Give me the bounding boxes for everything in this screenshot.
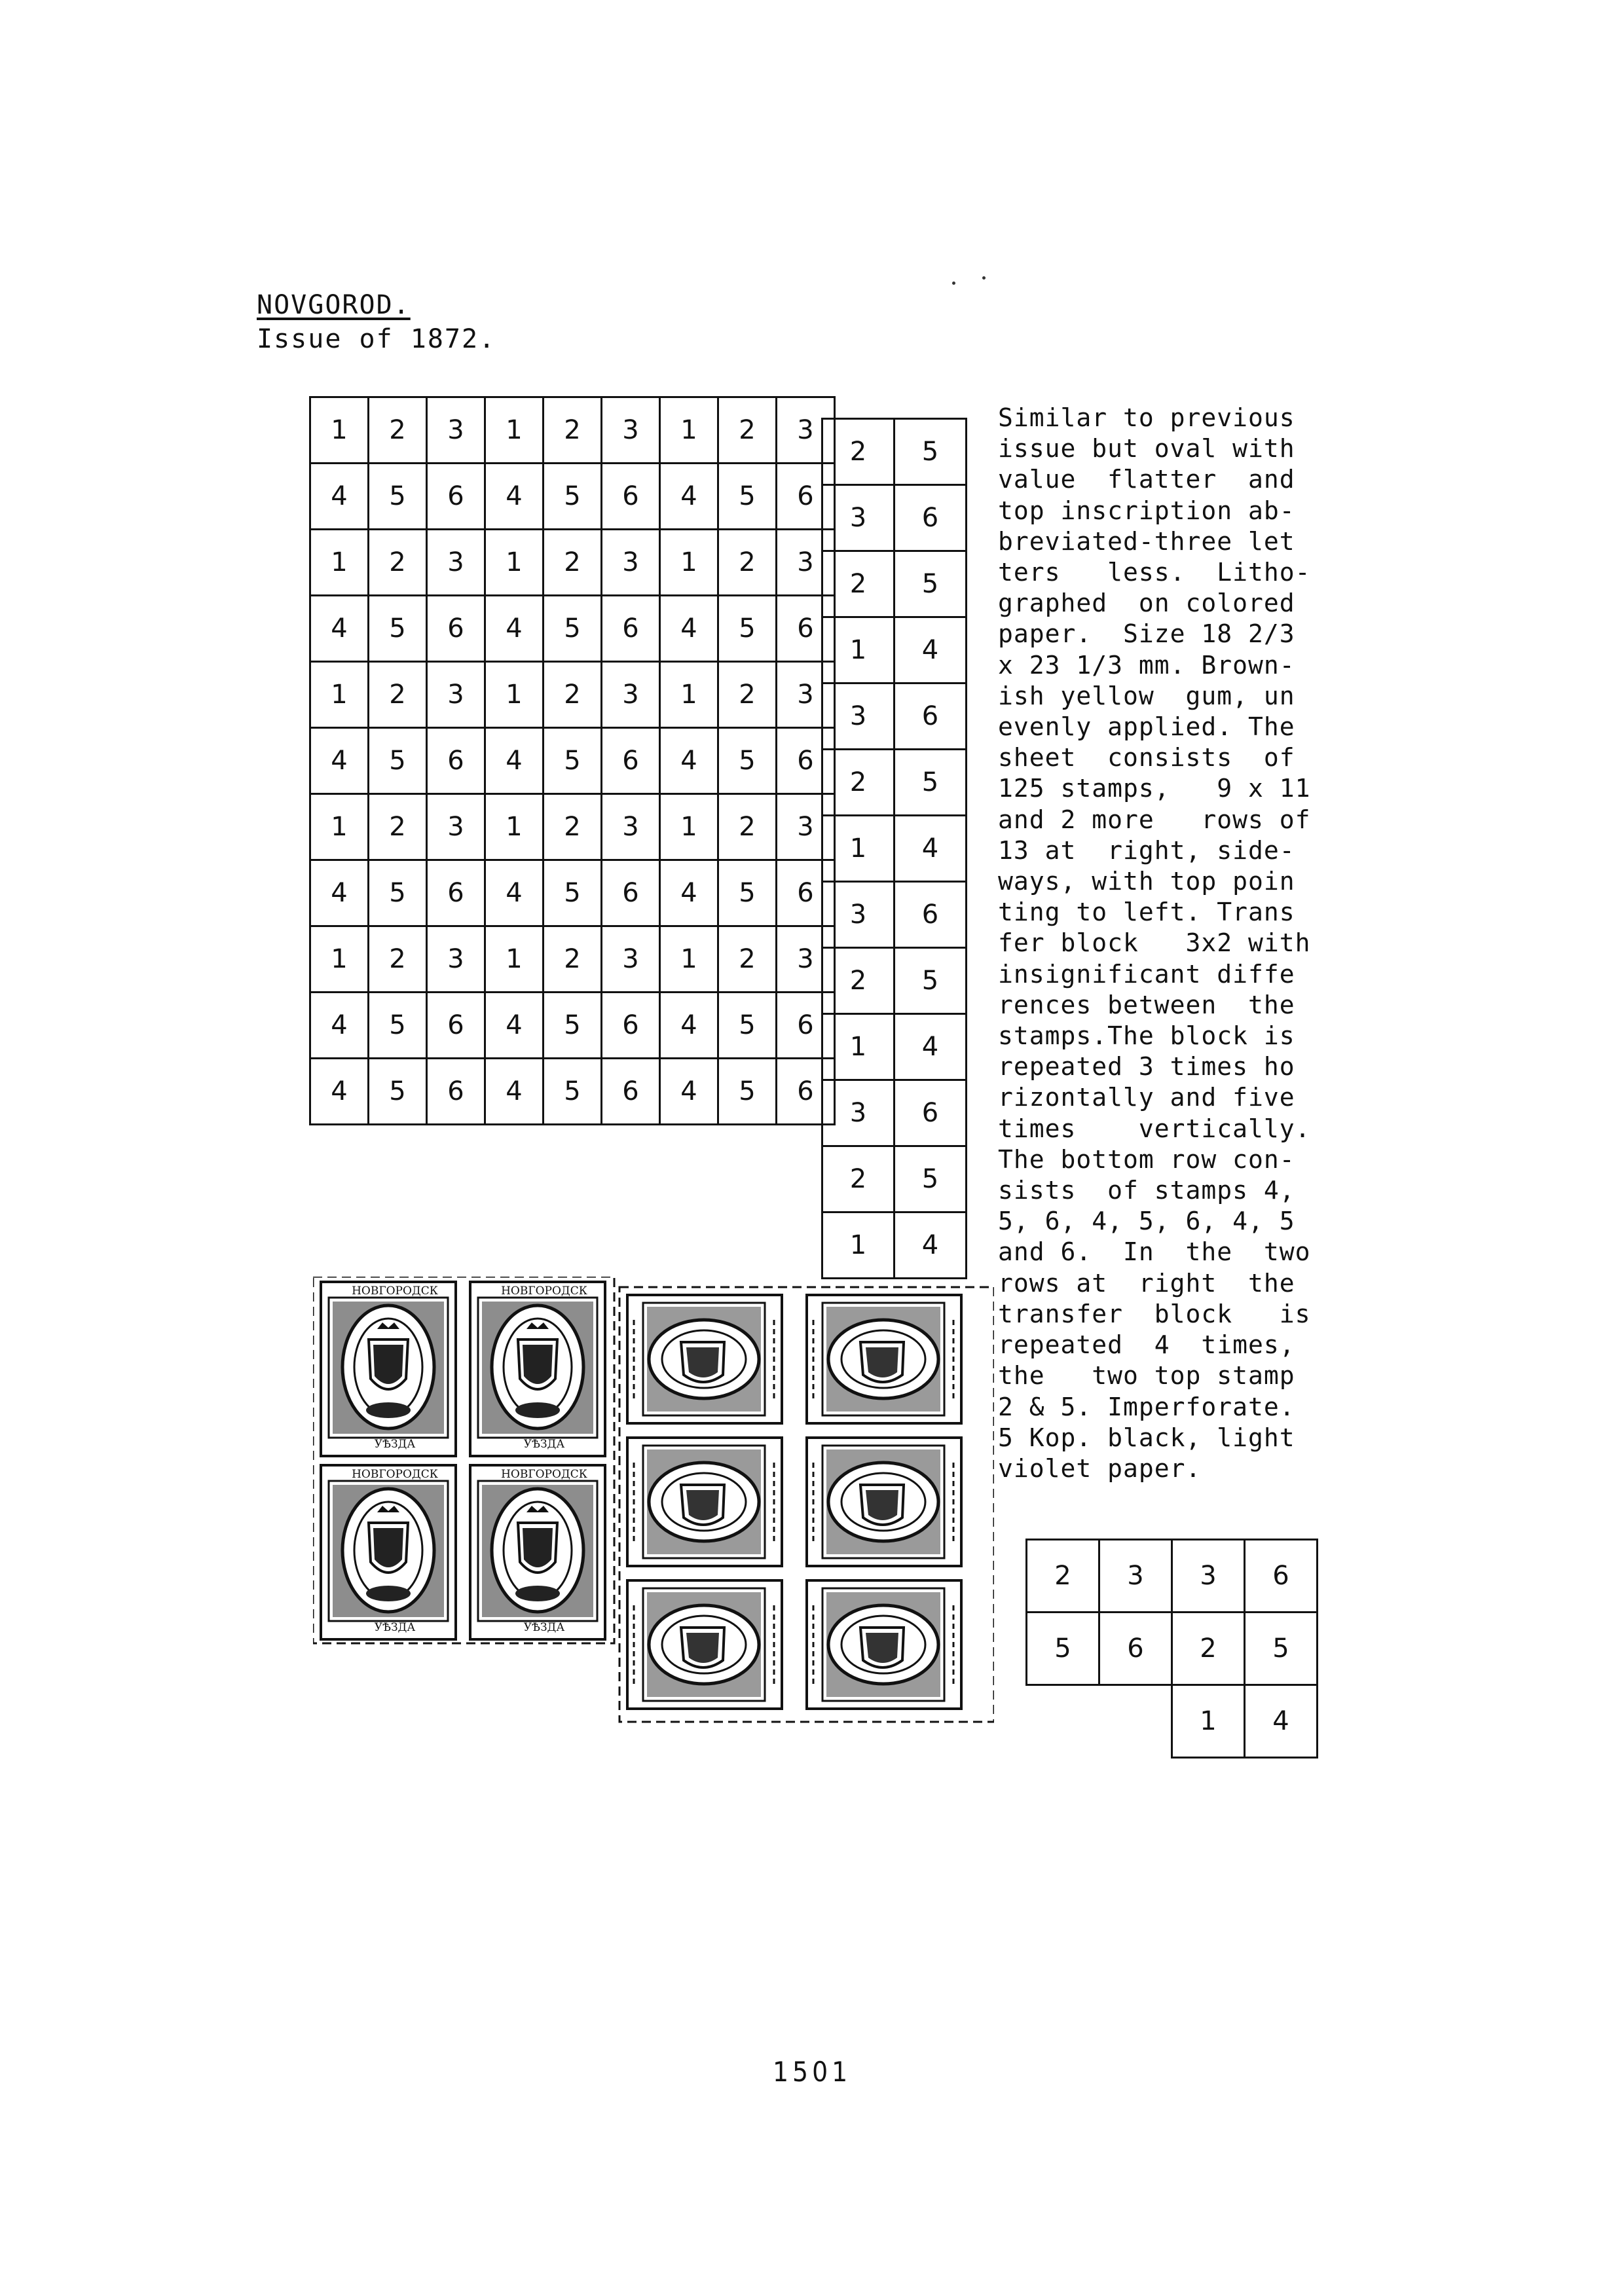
sheet-cell-cell: 3 (427, 662, 485, 728)
side-cell-cell: 5 (895, 750, 967, 816)
description-line: ways, with top poin (998, 867, 1295, 896)
description-line: repeated 4 times, (998, 1330, 1295, 1360)
side-cell-cell: 1 (822, 816, 895, 882)
sheet-cell-cell: 4 (310, 993, 369, 1059)
side-cell-row (822, 1080, 967, 1146)
sheet-cell-cell: 6 (777, 596, 835, 662)
side-cell-cell: 4 (895, 1212, 967, 1279)
side-cell-cell: 1 (822, 1014, 895, 1080)
sheet-cell-cell: 6 (602, 1059, 660, 1125)
sheet-cell-cell: 4 (485, 993, 544, 1059)
description-line: ish yellow gum, un (998, 681, 1295, 710)
side-cell-cell: 5 (895, 419, 967, 485)
stamp-inscription-bottom: УѢЗДА (374, 1621, 416, 1634)
side-cell-cell: 6 (895, 882, 967, 948)
page-number: 1501 (773, 2056, 852, 2088)
sheet-cell-cell: 1 (660, 926, 718, 993)
sheet-cell-cell: 3 (602, 662, 660, 728)
stamp-inscription-bottom: УѢЗДА (374, 1438, 416, 1451)
sheet-cell-cell: 4 (660, 1059, 718, 1125)
side-cell-row (822, 882, 967, 948)
block-cell-row (1027, 1540, 1318, 1613)
sheet-cell-cell: 3 (427, 397, 485, 464)
side-cell-cell: 2 (822, 948, 895, 1014)
sheet-cell-cell: 6 (777, 728, 835, 794)
sheet-cell-cell: 5 (544, 728, 602, 794)
sheet-cell-row (310, 397, 835, 464)
block-cell-cell: 1 (1172, 1685, 1245, 1758)
description-line: fer block 3x2 with (998, 928, 1311, 958)
sheet-cell-cell: 1 (660, 794, 718, 860)
description-line: repeated 3 times ho (998, 1052, 1295, 1082)
sheet-cell-cell: 6 (427, 1059, 485, 1125)
side-cell-row (822, 617, 967, 683)
description-line: and 6. In the two (998, 1237, 1311, 1267)
side-cell-row (822, 485, 967, 551)
sheet-cell-cell: 6 (777, 993, 835, 1059)
sheet-cell-cell: 5 (369, 993, 427, 1059)
stamp-image (470, 1282, 605, 1456)
sheet-cell-cell: 3 (777, 662, 835, 728)
side-cell-cell: 3 (822, 485, 895, 551)
description-line: rows at right the (998, 1268, 1295, 1298)
side-rows-grid (821, 418, 967, 1279)
description-line: 13 at right, side- (998, 835, 1295, 865)
sheet-cell-cell: 1 (310, 926, 369, 993)
sheet-cell-cell: 4 (310, 464, 369, 530)
sheet-cell-row (310, 860, 835, 926)
side-cell-row (822, 948, 967, 1014)
description-line: issue but oval with (998, 434, 1295, 464)
sheet-cell-cell: 5 (544, 596, 602, 662)
stamp-inscription-top: НОВГОРОДСК (352, 1285, 438, 1298)
sheet-cell-cell: 1 (310, 662, 369, 728)
side-cell-cell: 2 (822, 551, 895, 617)
side-cell-row (822, 750, 967, 816)
sheet-cell-cell: 5 (718, 993, 777, 1059)
description-line: sists of stamps 4, (998, 1176, 1295, 1205)
heading (257, 288, 496, 356)
sheet-cell-cell: 5 (369, 728, 427, 794)
description-line: graphed on colored (998, 589, 1295, 618)
sheet-cell-cell: 2 (718, 794, 777, 860)
stamp-image (807, 1438, 961, 1566)
sheet-cell-cell: 1 (485, 794, 544, 860)
side-cell-row (822, 683, 967, 750)
sheet-cell-cell: 3 (777, 397, 835, 464)
sheet-cell-cell: 3 (427, 794, 485, 860)
side-cell-cell: 3 (822, 1080, 895, 1146)
sheet-cell-cell: 1 (485, 926, 544, 993)
sheet-cell-cell: 5 (718, 1059, 777, 1125)
sheet-cell-cell: 2 (369, 530, 427, 596)
sheet-cell-cell: 5 (544, 860, 602, 926)
sheet-cell-cell: 2 (718, 926, 777, 993)
sheet-cell-cell: 6 (427, 860, 485, 926)
sheet-cell-cell: 3 (427, 926, 485, 993)
side-cell-cell: 1 (822, 617, 895, 683)
page-subtitle: Issue of 1872. (257, 324, 496, 354)
stamp-image (321, 1465, 456, 1639)
sheet-cell-cell: 4 (310, 1059, 369, 1125)
side-cell-row (822, 1014, 967, 1080)
sheet-cell-cell: 5 (544, 464, 602, 530)
stamp-inscription-top: НОВГОРОДСК (352, 1468, 438, 1481)
block-cell-cell: 4 (1245, 1685, 1318, 1758)
scan-speck (952, 282, 955, 285)
description-line: transfer block is (998, 1299, 1311, 1328)
sheet-cell-cell: 1 (485, 397, 544, 464)
block-cell-cell: 5 (1027, 1613, 1099, 1685)
sheet-cell-cell: 2 (369, 794, 427, 860)
stamp-inscription-top: НОВГОРОДСК (501, 1468, 587, 1481)
block-cell-cell (1027, 1685, 1099, 1758)
sheet-cell-cell: 2 (544, 794, 602, 860)
sheet-cell-cell: 4 (485, 728, 544, 794)
stamp-image (470, 1465, 605, 1639)
block-cell-cell (1099, 1685, 1172, 1758)
sheet-cell-cell: 4 (660, 728, 718, 794)
sheet-cell-cell: 6 (602, 596, 660, 662)
sheet-cell-cell: 6 (602, 728, 660, 794)
side-cell-cell: 5 (895, 948, 967, 1014)
sheet-cell-cell: 3 (777, 530, 835, 596)
sheet-cell-cell: 2 (544, 397, 602, 464)
side-cell-cell: 4 (895, 617, 967, 683)
side-cell-cell: 4 (895, 816, 967, 882)
side-cell-cell: 6 (895, 1080, 967, 1146)
sheet-cell-cell: 2 (718, 530, 777, 596)
sheet-cell-cell: 2 (369, 662, 427, 728)
sheet-cell-row (310, 993, 835, 1059)
sheet-cell-cell: 6 (777, 860, 835, 926)
side-cell-cell: 2 (822, 750, 895, 816)
side-cell-cell: 3 (822, 882, 895, 948)
sheet-cell-cell: 3 (427, 530, 485, 596)
sheet-cell-cell: 4 (485, 860, 544, 926)
description-line: 5 Kop. black, light (998, 1423, 1295, 1452)
block-cell-row (1027, 1613, 1318, 1685)
side-cell-cell: 2 (822, 1146, 895, 1212)
description-text (998, 403, 1365, 1484)
side-cell-row (822, 1212, 967, 1279)
description-line: sheet consists of (998, 743, 1295, 773)
side-cell-cell: 3 (822, 683, 895, 750)
block-cell-cell: 2 (1027, 1540, 1099, 1613)
stamp-image (807, 1295, 961, 1423)
sheet-cell-cell: 2 (369, 926, 427, 993)
side-cell-cell: 6 (895, 683, 967, 750)
block-cell-cell: 2 (1172, 1613, 1245, 1685)
page-title: NOVGOROD. (257, 290, 411, 320)
description-line: 2 & 5. Imperforate. (998, 1392, 1295, 1421)
sheet-cell-cell: 6 (602, 993, 660, 1059)
stamp-image (627, 1580, 782, 1709)
sheet-cell-cell: 3 (777, 794, 835, 860)
sheet-cell-row (310, 596, 835, 662)
sheet-cell-cell: 5 (369, 1059, 427, 1125)
side-cell-cell: 6 (895, 485, 967, 551)
side-cell-cell: 2 (822, 419, 895, 485)
stamp-images (313, 1277, 994, 1738)
sheet-cell-cell: 1 (310, 794, 369, 860)
sheet-cell-cell: 5 (718, 728, 777, 794)
block-cell-cell: 6 (1245, 1540, 1318, 1613)
sheet-cell-cell: 5 (369, 860, 427, 926)
block-cell-cell: 6 (1099, 1613, 1172, 1685)
description-line: value flatter and (998, 465, 1295, 494)
description-line: ters less. Litho- (998, 558, 1311, 587)
sheet-cell-cell: 4 (660, 464, 718, 530)
sheet-cell-cell: 3 (602, 397, 660, 464)
description-line: ting to left. Trans (998, 898, 1295, 927)
sheet-cell-cell: 6 (427, 596, 485, 662)
sheet-cell-cell: 4 (660, 860, 718, 926)
side-cell-cell: 1 (822, 1212, 895, 1279)
sheet-cell-cell: 4 (485, 596, 544, 662)
block-cell-row (1027, 1685, 1318, 1758)
sheet-cell-row (310, 728, 835, 794)
sheet-cell-cell: 1 (310, 397, 369, 464)
description-line: stamps.The block is (998, 1021, 1295, 1051)
sheet-cell-cell: 6 (427, 464, 485, 530)
sheet-cell-cell: 5 (544, 993, 602, 1059)
side-cell-row (822, 551, 967, 617)
side-cell-row (822, 816, 967, 882)
stamp-blocks-illustration (313, 1277, 994, 1735)
sheet-cell-cell: 4 (660, 596, 718, 662)
description-line: paper. Size 18 2/3 (998, 619, 1295, 649)
sheet-cell-cell: 6 (777, 1059, 835, 1125)
sheet-cell-row (310, 926, 835, 993)
sheet-cell-cell: 5 (718, 596, 777, 662)
sheet-cell-row (310, 794, 835, 860)
stamp-image (321, 1282, 456, 1456)
description-line: top inscription ab- (998, 496, 1295, 525)
description-line: breviated-three let (998, 526, 1295, 556)
sheet-cell-cell: 1 (660, 662, 718, 728)
sheet-cell-cell: 4 (310, 860, 369, 926)
sheet-cell-row (310, 464, 835, 530)
sheet-cell-cell: 3 (602, 794, 660, 860)
description-line: x 23 1/3 mm. Brown- (998, 650, 1295, 680)
sheet-cell-cell: 6 (427, 728, 485, 794)
sheet-cell-cell: 4 (485, 464, 544, 530)
sheet-cell-cell: 5 (718, 464, 777, 530)
side-cell-cell: 5 (895, 551, 967, 617)
description-line: evenly applied. The (998, 712, 1295, 742)
sheet-cell-cell: 5 (369, 596, 427, 662)
sheet-cell-cell: 4 (310, 728, 369, 794)
sheet-layout-grid (309, 396, 836, 1125)
stamp-inscription-bottom: УѢЗДА (523, 1621, 565, 1634)
sheet-cell-row (310, 662, 835, 728)
sheet-cell-cell: 4 (310, 596, 369, 662)
sheet-cell-cell: 6 (602, 464, 660, 530)
description-line: rences between the (998, 990, 1295, 1019)
sheet-cell-cell: 3 (602, 926, 660, 993)
side-cell-cell: 5 (895, 1146, 967, 1212)
stamp-image (627, 1295, 782, 1423)
description-line: Similar to previous (998, 403, 1295, 432)
block-cell-cell: 3 (1099, 1540, 1172, 1613)
sheet-cell-cell: 1 (660, 530, 718, 596)
sheet-cell-cell: 2 (369, 397, 427, 464)
description-line: The bottom row con- (998, 1144, 1295, 1174)
sheet-cell-row (310, 530, 835, 596)
sheet-cell-cell: 2 (718, 662, 777, 728)
description-line: 125 stamps, 9 x 11 (998, 774, 1311, 803)
description-line: violet paper. (998, 1453, 1202, 1483)
block-cell-cell: 5 (1245, 1613, 1318, 1685)
scan-speck (982, 276, 986, 280)
sheet-cell-cell: 6 (777, 464, 835, 530)
sheet-cell-cell: 5 (718, 860, 777, 926)
description-line: insignificant diffe (998, 959, 1295, 989)
stamp-inscription-top: НОВГОРОДСК (501, 1285, 587, 1298)
sheet-cell-cell: 1 (310, 530, 369, 596)
sheet-cell-cell: 2 (718, 397, 777, 464)
stamp-image (807, 1580, 961, 1709)
sheet-cell-cell: 1 (485, 662, 544, 728)
sheet-cell-cell: 3 (777, 926, 835, 993)
description-line: the two top stamp (998, 1361, 1295, 1391)
sheet-cell-cell: 6 (602, 860, 660, 926)
sheet-cell-cell: 1 (485, 530, 544, 596)
sheet-cell-row (310, 1059, 835, 1125)
description-line: 5, 6, 4, 5, 6, 4, 5 (998, 1207, 1295, 1236)
block-cell-cell: 3 (1172, 1540, 1245, 1613)
sheet-cell-cell: 3 (602, 530, 660, 596)
side-cell-cell: 4 (895, 1014, 967, 1080)
sheet-cell-cell: 2 (544, 926, 602, 993)
transfer-block-grid (1025, 1539, 1318, 1758)
sheet-cell-cell: 6 (427, 993, 485, 1059)
stamp-inscription-bottom: УѢЗДА (523, 1438, 565, 1451)
sheet-cell-cell: 5 (544, 1059, 602, 1125)
sheet-cell-cell: 5 (369, 464, 427, 530)
stamp-image (627, 1438, 782, 1566)
description-line: rizontally and five (998, 1083, 1295, 1112)
sheet-cell-cell: 4 (485, 1059, 544, 1125)
side-cell-row (822, 1146, 967, 1212)
description-line: times vertically. (998, 1114, 1311, 1143)
side-cell-row (822, 419, 967, 485)
description-line: and 2 more rows of (998, 805, 1311, 834)
sheet-cell-cell: 2 (544, 662, 602, 728)
sheet-cell-cell: 1 (660, 397, 718, 464)
sheet-cell-cell: 4 (660, 993, 718, 1059)
sheet-cell-cell: 2 (544, 530, 602, 596)
